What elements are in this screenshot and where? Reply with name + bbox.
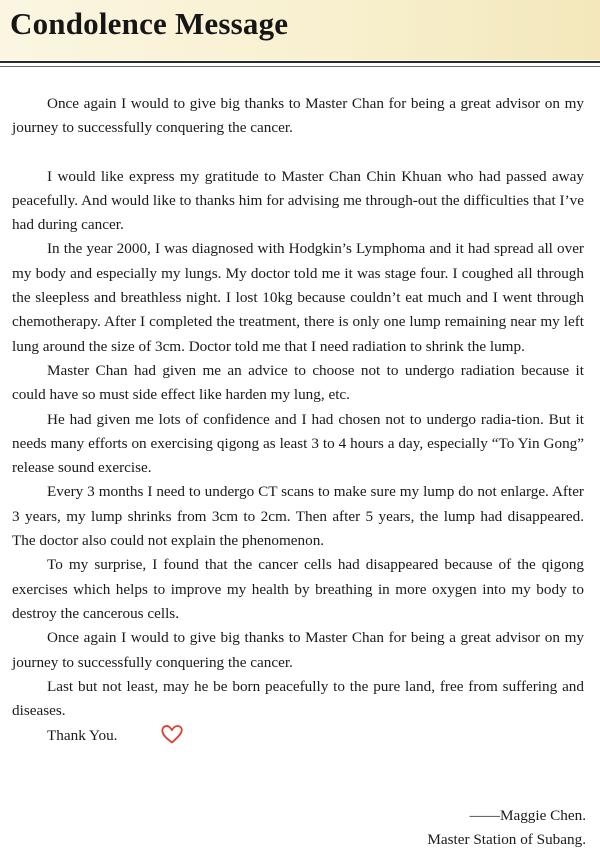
paragraph-farewell: Last but not least, may he be born peacefully to the pure land, free from suffering and diseases. [12,677,584,720]
header-divider-thick [0,61,600,63]
closing-line [12,723,584,747]
paragraph-diagnosis: In the year 2000, I was diagnosed with Hodgkin’s Lymphoma and it had spread all over my body and especially my lungs. My doctor told me it was stage four. I coughed all through the sleepless and breathless night. I lost 10kg because couldn’t eat much and I went through chemotherapy. After I completed the treatment, there is only one lump remaining near my left lung around the size of 3cm. Doctor told me that I need radiation to shrink the lump. [12,240,584,355]
paragraph-gratitude: I would like express my gratitude to Master Chan Chin Khuan who had passed away peacefully. And would like to thanks him for advising me through-out the difficulties that I’ve had during cancer. [12,167,584,234]
signature-name: ——Maggie Chen. [469,807,586,824]
paragraph-ct-scans: Every 3 months I need to undergo CT scans to make sure my lump do not enlarge. After 3 years, my lump shrinks from 3cm to 2cm. Then after 5 years, the lump had disappeared. The doctor also could not explain the phenomenon. [12,483,584,550]
paragraph-thanks-again: Once again I would to give big thanks to Master Chan for being a great advisor on my journey to successfully conquering the cancer. [12,629,584,671]
closing-text: Thank You. [47,727,118,745]
paragraph-surprise: To my surprise, I found that the cancer cells had disappeared because of the qigong exercises which helps to improve my health by breathing in more oxygen into my body to destroy the cancerous cells. [12,556,584,622]
paragraph-spacer [12,141,584,165]
page-title: Condolence Message [10,6,289,41]
header-banner [0,0,600,60]
message-body [12,92,584,747]
signature-block [427,804,586,852]
paragraph-opening: Once again I would to give big thanks to Master Chan for being a great advisor on my journey to successfully conquering the cancer. [12,95,584,137]
paragraph-advice: Master Chan had given me an advice to choose not to undergo radiation because it could have so must side effect like harden my lung, etc. [12,361,584,404]
paragraph-confidence: He had given me lots of confidence and I had chosen not to undergo radia-tion. But it needs many efforts on exercising qigong as least 3 to 4 hours a day, especially “To Yin Gong” release sound exercise. [12,410,584,477]
signature-affiliation: Master Station of Subang. [427,831,586,848]
heart-icon [125,723,184,753]
header-divider-thin [0,66,600,67]
